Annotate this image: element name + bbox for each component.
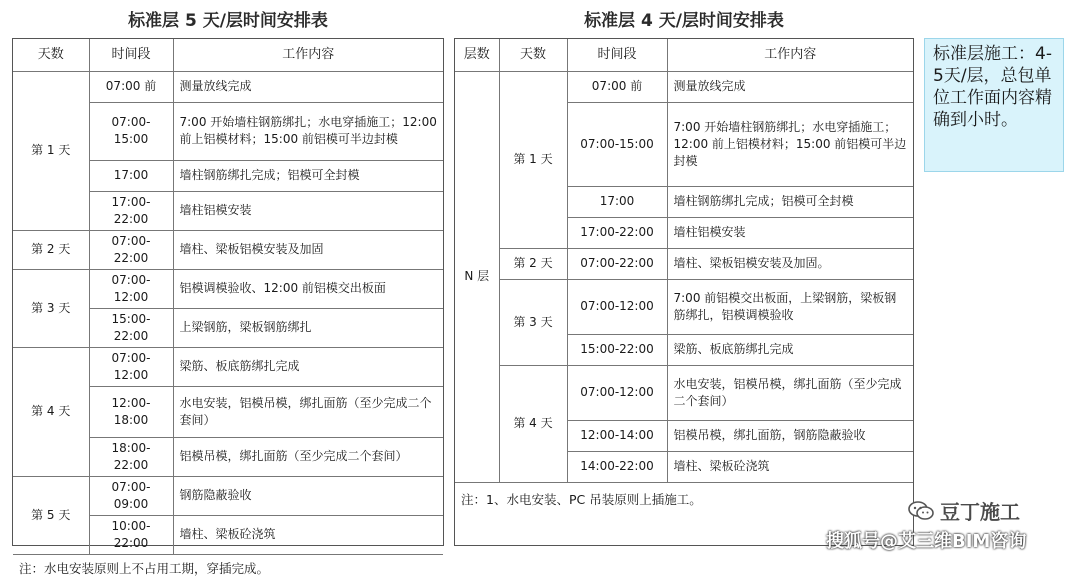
- time-cell: 17:00-22:00: [89, 191, 173, 230]
- day-cell: 第 2 天: [13, 230, 89, 269]
- time-cell: 07:00-15:00: [567, 102, 667, 186]
- day-cell: 第 4 天: [13, 347, 89, 476]
- content-cell: 墙柱、梁板铝模安装及加固。: [667, 248, 913, 279]
- right-header-cell: 时间段: [567, 39, 667, 71]
- content-cell: 测量放线完成: [173, 71, 443, 102]
- left-header-row: [13, 39, 443, 71]
- day-cell: 第 5 天: [13, 476, 89, 554]
- table-row: [455, 248, 913, 279]
- left-header-cell: 时间段: [89, 39, 173, 71]
- day-cell: 第 2 天: [499, 248, 567, 279]
- table-row: [455, 71, 913, 102]
- right-schedule-table: [454, 38, 914, 546]
- content-cell: 墙柱、梁板砼浇筑: [173, 515, 443, 554]
- content-cell: 墙柱钢筋绑扎完成；铝模可全封模: [173, 160, 443, 191]
- content-cell: 墙柱铝模安装: [667, 217, 913, 248]
- day-cell: 第 3 天: [13, 269, 89, 347]
- content-cell: 铝模吊模，绑扎面筋，钢筋隐蔽验收: [667, 420, 913, 451]
- time-cell: 07:00-09:00: [89, 476, 173, 515]
- content-cell: 墙柱、梁板砼浇筑: [667, 451, 913, 482]
- content-cell: 水电安装，铝模吊模，绑扎面筋（至少完成二个套间）: [667, 365, 913, 420]
- right-header-cell: 天数: [499, 39, 567, 71]
- day-cell: 第 3 天: [499, 279, 567, 365]
- content-cell: 7:00 前铝模交出板面，上梁钢筋，梁板钢筋绑扎，铝模调模验收: [667, 279, 913, 334]
- table-row: [13, 71, 443, 102]
- left-table-grid: [13, 39, 443, 555]
- time-cell: 17:00-22:00: [567, 217, 667, 248]
- left-header-cell: 工作内容: [173, 39, 443, 71]
- content-cell: 梁筋、板底筋绑扎完成: [173, 347, 443, 386]
- content-cell: 铝模吊模，绑扎面筋（至少完成二个套间）: [173, 437, 443, 476]
- table-row: [13, 476, 443, 515]
- table-row: [455, 365, 913, 420]
- time-cell: 12:00-18:00: [89, 386, 173, 437]
- day-cell: 第 1 天: [13, 71, 89, 230]
- left-header-cell: 天数: [13, 39, 89, 71]
- time-cell: 07:00-22:00: [89, 230, 173, 269]
- table-row: [13, 347, 443, 386]
- day-cell: 第 1 天: [499, 71, 567, 248]
- time-cell: 17:00: [89, 160, 173, 191]
- time-cell: 18:00-22:00: [89, 437, 173, 476]
- time-cell: 15:00-22:00: [567, 334, 667, 365]
- time-cell: 07:00-12:00: [567, 365, 667, 420]
- brand-watermark-text: 豆丁施工: [940, 500, 1020, 524]
- time-cell: 07:00-12:00: [567, 279, 667, 334]
- time-cell: 17:00: [567, 186, 667, 217]
- right-table-grid: [455, 39, 913, 483]
- left-schedule-table: [12, 38, 444, 576]
- content-cell: 测量放线完成: [667, 71, 913, 102]
- content-cell: 7:00 开始墙柱钢筋绑扎；水电穿插施工；12:00 前上铝模材料；15:00 前铝模可半边封模: [173, 102, 443, 160]
- right-table-note: 注：1、水电安装、PC 吊装原则上插施工。: [461, 491, 702, 507]
- right-table-title: 标准层 4 天/层时间安排表: [584, 11, 784, 31]
- table-row: [13, 269, 443, 308]
- left-table-title: 标准层 5 天/层时间安排表: [128, 11, 328, 31]
- content-cell: 梁筋、板底筋绑扎完成: [667, 334, 913, 365]
- floor-cell: N 层: [455, 71, 499, 482]
- standard-floor-callout: 标准层施工：4-5天/层，总包单位工作面内容精确到小时。: [924, 38, 1064, 172]
- time-cell: 07:00-12:00: [89, 269, 173, 308]
- time-cell: 07:00 前: [567, 71, 667, 102]
- content-cell: 7:00 开始墙柱钢筋绑扎；水电穿插施工；12:00 前上铝模材料；15:00 前铝模可半边封模: [667, 102, 913, 186]
- time-cell: 07:00-12:00: [89, 347, 173, 386]
- right-header-cell: 层数: [455, 39, 499, 71]
- time-cell: 10:00-22:00: [89, 515, 173, 554]
- content-cell: 钢筋隐蔽验收: [173, 476, 443, 515]
- content-cell: 墙柱铝模安装: [173, 191, 443, 230]
- left-table-note: 注：水电安装原则上不占用工期，穿插完成。: [19, 561, 270, 576]
- table-row: [455, 279, 913, 334]
- time-cell: 07:00 前: [89, 71, 173, 102]
- time-cell: 12:00-14:00: [567, 420, 667, 451]
- brand-watermark: [908, 496, 1020, 525]
- content-cell: 水电安装，铝模吊模，绑扎面筋（至少完成二个套间）: [173, 386, 443, 437]
- content-cell: 铝模调模验收、12:00 前铝模交出板面: [173, 269, 443, 308]
- time-cell: 14:00-22:00: [567, 451, 667, 482]
- table-row: [13, 230, 443, 269]
- wechat-icon: [908, 501, 934, 521]
- time-cell: 15:00-22:00: [89, 308, 173, 347]
- right-header-row: [455, 39, 913, 71]
- right-header-cell: 工作内容: [667, 39, 913, 71]
- content-cell: 墙柱钢筋绑扎完成；铝模可全封模: [667, 186, 913, 217]
- time-cell: 07:00-22:00: [567, 248, 667, 279]
- source-watermark: 搜狐号@艾三维BIM咨询: [826, 531, 1027, 552]
- day-cell: 第 4 天: [499, 365, 567, 482]
- content-cell: 墙柱、梁板铝模安装及加固: [173, 230, 443, 269]
- content-cell: 上梁钢筋，梁板钢筋绑扎: [173, 308, 443, 347]
- time-cell: 07:00-15:00: [89, 102, 173, 160]
